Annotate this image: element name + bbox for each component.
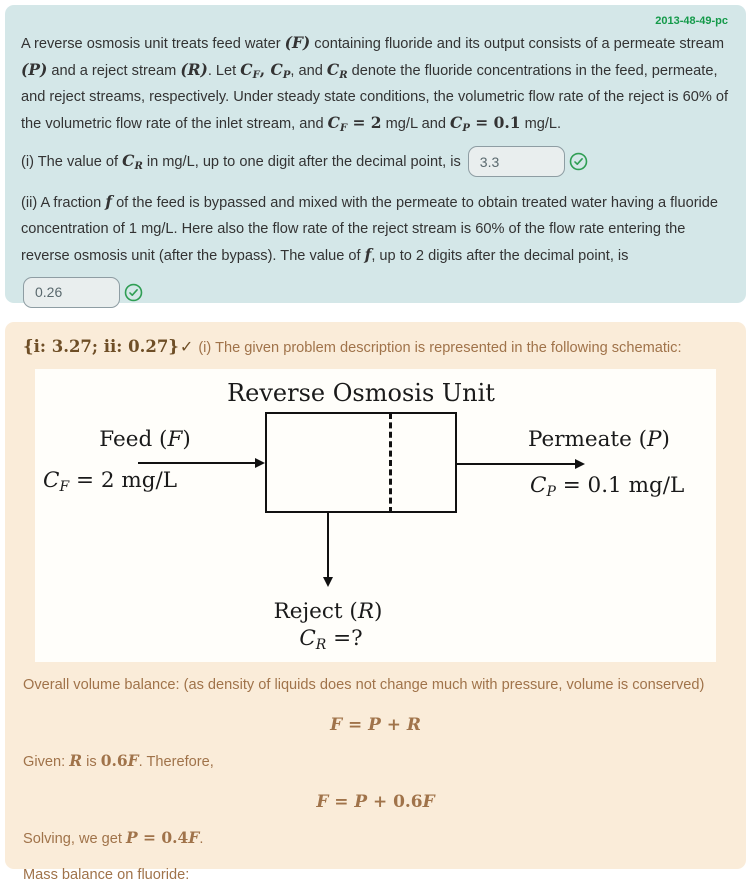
permeate-concentration-label: $C_P = 0.1$ mg/L — [530, 473, 685, 500]
answer-key: {i: 3.27; ii: 0.27} — [23, 337, 179, 356]
reject-concentration-label: $C_R$ =? — [299, 626, 363, 653]
reject-arrow — [327, 513, 329, 577]
solution-line-given: Given: R is 0.6F. Therefore, — [23, 751, 214, 770]
question-part-i-row — [21, 146, 730, 177]
reject-stream-label: Reject (R) — [273, 599, 383, 624]
question-card — [5, 5, 746, 303]
reverse-osmosis-unit-box — [265, 412, 457, 513]
equation-f-p-r: F = P + R — [330, 714, 421, 734]
solution-line-volume-balance: Overall volume balance: (as density of liquids does not change much with pressure, volume is conserved) — [23, 677, 705, 693]
equation-f-p-06f: F = P + 0.6F — [316, 791, 435, 811]
part-ii-correct-check-icon — [124, 283, 143, 302]
question-intro: A reverse osmosis unit treats feed water (F) containing fluoride and its output consists of a permeate stream (P) and a reject stream (R). Let $C_F$, $C_P$, and $C_R$ denote the fluoride concentrations in the feed, permeate, and reject streams, respectively. Under steady state conditions, the volumetric flow rate of the reject is 60% of the volumetric flow rate of the inlet stream, and $C_F = 2$ mg/L and $C_P = 0.1$ mg/L. — [21, 33, 729, 134]
solution-line-mass-balance: Mass balance on fluoride: — [23, 867, 190, 883]
question-part-ii-row — [21, 276, 730, 308]
answer-key-check-icon: ✓ — [179, 339, 194, 356]
permeate-stream-label: Permeate (P) — [528, 427, 670, 452]
schematic-panel — [35, 369, 716, 662]
question-part-ii-text: (ii) A fraction f of the feed is bypassed and mixed with the permeate to obtain treated water having a fluoride concentration of 1 mg/L. Here also the flow rate of the reject stream is 60% of the flow rate entering the reverse osmosis unit (after the bypass). The value of f, up to 2 digits after the decimal point, is — [21, 192, 719, 264]
feed-stream-label: Feed (F) — [99, 427, 191, 452]
feed-concentration-label: $C_F = 2$ mg/L — [43, 468, 178, 495]
solution-header — [23, 336, 728, 359]
feed-arrow — [138, 462, 255, 464]
part-i-answer-input[interactable] — [468, 146, 565, 177]
solution-line-solving: Solving, we get P = 0.4F. — [23, 828, 204, 847]
part-i-correct-check-icon — [569, 152, 588, 171]
membrane-dashed-divider — [389, 413, 392, 513]
solution-card — [5, 322, 746, 883]
part-ii-answer-input[interactable] — [23, 277, 120, 308]
question-id-tag: 2013-48-49-pc — [655, 15, 728, 27]
part-i-text: (i) The value of $C_R$ in mg/L, up to one digit after the decimal point, is — [21, 151, 461, 172]
schematic-title: Reverse Osmosis Unit — [227, 379, 495, 407]
permeate-arrow — [457, 463, 575, 465]
solution-intro: (i) The given problem description is represented in the following schematic: — [198, 340, 682, 356]
